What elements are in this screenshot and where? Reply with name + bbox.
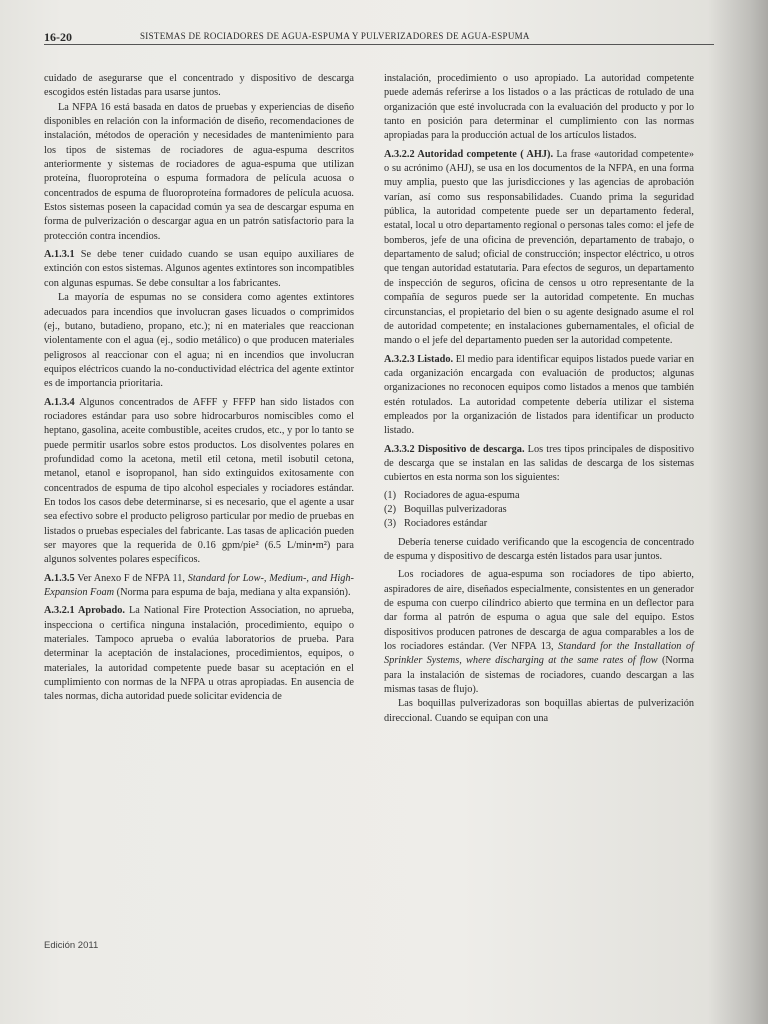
section-text: La National Fire Protection Association, no aprueba, inspecciona o certifica ninguna instalación, procedimiento, equipo o materiales. Tampoco aprueba o evalúa laboratorios de prueba. Para determinar la aceptación de instalaciones, procedimientos, equipos, o materiales, la autoridad competente puede basar su aceptación en el cumplimiento con normas de la NFPA u otras apropiadas. En ausencia de tales normas, dicha autoridad puede solicitar evidencia de <box>44 605 354 703</box>
paragraph: instalación, procedimiento o uso apropiado. La autoridad competente puede además referirse a los listados o a las prácticas de rotulado de una organización que esté involucrada con la evaluación del producto y por lo tanto en posición para determinar el cumplimiento con las normas apropiadas para la producción actual de los artículos listados. <box>384 73 694 142</box>
paragraph-text: Los rociadores de agua-espuma son rociadores de tipo abierto, aspiradores de aire, diseñados especialmente, consistentes en un generador de espuma con cuerpo cilíndrico abierto que termina en un deflector para dar forma al patrón de espuma o agua que sale del equipo. Estos dispositivos producen patrones de descarga de agua comparables a los de los rociadores estándar. (Ver NFPA 13, <box>384 569 694 653</box>
section-a131 <box>44 248 354 291</box>
list-number: (1) <box>384 489 397 501</box>
list-number: (2) <box>384 503 397 515</box>
section-text: Se debe tener cuidado cuando se usan equipo auxiliares de extinción con estos sistemas. Algunos agentes extintores son incompatibles con algunas espumas. Se debe consultar a los fabricantes. <box>44 249 354 289</box>
section-text: Los tres tipos principales de dispositivo de descarga que se instalan en las salidas de descarga de los sistemas cubiertos en esta norma son los siguientes: <box>384 443 694 484</box>
list-item <box>384 517 694 531</box>
standard-title: Standard for the Installation of Sprinkler Systems, where discharging at the same rates of flow <box>384 641 695 667</box>
section-text: (Norma para espuma de baja, mediana y alta expansión). <box>114 587 351 599</box>
paragraph: Las boquillas pulverizadoras son boquillas abiertas de pulverización direccional. Cuando se equipan con una <box>384 698 694 724</box>
list-number: (3) <box>384 518 397 530</box>
list-text: Rociadores estándar <box>404 518 488 530</box>
paragraph-text: (Norma para la instalación de sistemas de rociadores, cuando descargan a las mismas tasas de flujo). <box>384 655 694 696</box>
page-spine-shadow <box>708 0 768 1024</box>
section-text: Ver Anexo F de NFPA 11, <box>74 572 188 584</box>
discharge-device-list <box>384 489 694 532</box>
section-a332 <box>384 443 694 486</box>
section-a134 <box>44 396 354 568</box>
list-text: Boquillas pulverizadoras <box>404 503 507 515</box>
section-label: A.1.3.1 <box>44 249 75 261</box>
paragraph: cuidado de asegurarse que el concentrado y dispositivo de descarga escogidos estén listadas para usarse juntos. <box>44 73 354 99</box>
right-column <box>384 72 694 726</box>
paragraph: La mayoría de espumas no se considera como agentes extintores adecuados para incendios que involucran gases licuados o comprimidos (ej., butano, butadieno, propano, etc.); ni en materiales que reaccionan violentamente con el agua (ej., sodio metálico) o que producen materiales peligrosos al reaccionar con el agua; ni en incendios que involucran equipos eléctricos cuando la no-conductividad eléctrica del agente extintor es de importancia prioritaria. <box>44 292 354 390</box>
section-label: A.1.3.5 <box>44 572 75 584</box>
section-label: A.3.2.2 Autoridad competente ( AHJ). <box>384 148 554 160</box>
section-label: A.1.3.4 <box>44 396 75 408</box>
section-text: El medio para identificar equipos listados puede variar en cada organización encargada con evaluación de productos; algunas organizaciones no reconocen equipos como listados a menos que también estén rotulados. La autoridad competente debería utilizar el sistema empleados por la organización de listados para identificar un producto listado. <box>384 353 694 437</box>
page-header <box>44 30 714 45</box>
standard-title: Standard for Low-, Medium-, and High-Expansion Foam <box>44 572 354 599</box>
section-label: A.3.2.1 Aprobado. <box>44 605 126 617</box>
paragraph: La NFPA 16 está basada en datos de pruebas y experiencias de diseño disponibles en relación con la información de diseño, recomendaciones de instalación, métodos de operación y necesidades de mantenimiento para los tipos de sistemas de rociadores de agua-espuma descritos anteriormente y sistemas de rociadores de agua-espuma que utilizan proteína, fluoroproteína o espuma formadora de película acuosa o concentrados de espuma de fluoroproteína formadores de película acuosa. Estos sistemas poseen la capacidad común ya sea de descargar espuma en forma de pulverización o descargar agua en un patrón satisfactorio para la protección contra incendios. <box>44 101 354 242</box>
section-a322 <box>384 148 694 349</box>
section-label: A.3.2.3 Listado. <box>384 353 454 365</box>
section-text: La frase «autoridad competente» o su acrónimo (AHJ), se usa en los documentos de la NFPA, en una forma muy amplia, puesto que las jurisdicciones y las agencias de aprobación varían, así como sus responsabilidades. Cuando prima la seguridad pública, la autoridad competente puede ser un departamento federal, estatal, local u otro departamento regional o personas tales como: el jefe de bomberos, jefe de una oficina de prevención, departamento de trabajo, o departamento de salud; oficial de construcción; inspector eléctrico, u otros que tengan autoridad estatutaria. Para efectos de seguros, un departamento de inspección de seguros, oficina de censos u otro representante de la compañía de seguros puede ser la autoridad competente. En muchas circunstancias, el propietario del bien o su agente designado asume el rol de autoridad competente; en instalaciones gubernamentales, el oficial de mando o el jefe del departamento pueden ser la autoridad competente. <box>384 148 694 347</box>
section-a135 <box>44 572 354 601</box>
section-text: Algunos concentrados de AFFF y FFFP han sido listados con rociadores estándar para uso sobre hidrocarburos nomiscibles como el heptano, gasolina, aceite combustible, aceites crudos, etc., y por lo tanto se puede permitir usarlos sobre estos productos. Los disolventes polares en profundidad como la acetona, metil etil cetona, metil isobutil cetona, metanol, etanol e isopropanol, han sido extinguidos exitosamente con concentrados de espuma de tipo alcohol especiales y rociadores estándar. En todos los casos debe determinarse, si es necesario, que el agente a usar sea efectivo sobre el producto peligroso particular por medio de pruebas en listados o pruebas especiales del fabricante. Las tasas de aplicación pueden ser mayores que la requerida de 0.16 gpm/pie² (6.5 L/min•m²) para algunos solventes polares específicos. <box>44 396 354 566</box>
page-number: 16-20 <box>44 30 72 44</box>
section-label: A.3.3.2 Dispositivo de descarga. <box>384 443 525 455</box>
left-column <box>44 72 354 705</box>
section-a323 <box>384 353 694 439</box>
edition-footer: Edición 2011 <box>44 940 99 951</box>
running-title: SISTEMAS DE ROCIADORES DE AGUA-ESPUMA Y PULVERIZADORES DE AGUA-ESPUMA <box>140 31 530 41</box>
list-text: Rociadores de agua-espuma <box>404 489 520 501</box>
list-item <box>384 503 694 517</box>
paragraph <box>384 568 694 697</box>
paragraph: Debería tenerse cuidado verificando que la escogencia de concentrado de espuma y dispositivo de descarga estén listados para usar juntos. <box>384 536 694 562</box>
section-a321 <box>44 604 354 704</box>
list-item <box>384 489 694 503</box>
